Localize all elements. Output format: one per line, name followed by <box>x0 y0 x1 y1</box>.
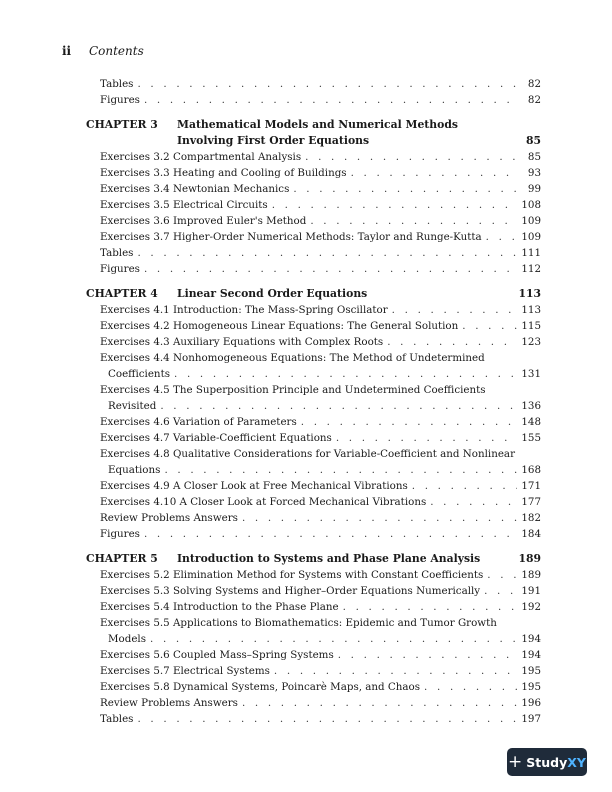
toc-entry-label: Exercises 5.3 Solving Systems and Higher–Order Equations Numerically <box>100 585 481 597</box>
chapter-number: CHAPTER 4 <box>86 287 158 300</box>
toc-entry <box>86 583 541 599</box>
toc-entry-page: 168 <box>521 464 541 476</box>
toc-entry-label: Exercises 3.3 Heating and Cooling of Buildings <box>100 167 347 179</box>
toc-entry-label: Exercises 5.5 Applications to Biomathematics: Epidemic and Tumor Growth <box>100 617 497 629</box>
toc-entry <box>86 631 541 647</box>
toc-entry <box>86 398 541 414</box>
studyxy-logo <box>507 748 587 776</box>
toc-entry <box>86 446 541 462</box>
page-number: ii <box>62 44 72 58</box>
dot-leader <box>310 213 517 229</box>
toc-entry-label: Exercises 3.6 Improved Euler's Method <box>100 215 307 227</box>
running-title: Contents <box>88 44 144 58</box>
dot-leader <box>392 302 518 318</box>
toc-entry-label: Exercises 5.2 Elimination Method for Systems with Constant Coefficients <box>100 569 484 581</box>
toc-entry-label: Models <box>108 633 147 645</box>
toc-entry-label: Figures <box>100 528 140 540</box>
dot-leader <box>484 583 517 599</box>
toc-entry-page: 195 <box>521 665 541 677</box>
table-of-contents <box>86 76 541 727</box>
toc-entry-label: Exercises 3.5 Electrical Circuits <box>100 199 268 211</box>
toc-entry-page: 82 <box>527 94 541 106</box>
dot-leader <box>487 567 517 583</box>
toc-entry <box>86 526 541 542</box>
dot-leader <box>424 679 517 695</box>
toc-entry-label: Exercises 3.4 Newtonian Mechanics <box>100 183 290 195</box>
dot-leader <box>160 398 517 414</box>
toc-entry-page: 111 <box>521 247 541 259</box>
dot-leader <box>343 599 518 615</box>
toc-entry-label: Exercises 5.8 Dynamical Systems, Poincarè Maps, and Chaos <box>100 681 421 693</box>
dot-leader <box>137 245 517 261</box>
toc-entry-page: 123 <box>521 336 541 348</box>
toc-entry <box>86 663 541 679</box>
toc-entry <box>86 165 541 181</box>
toc-entry-label: Tables <box>100 713 134 725</box>
toc-entry <box>86 478 541 494</box>
toc-entry <box>86 567 541 583</box>
logo-text: Study <box>526 754 568 770</box>
toc-entry-label: Exercises 5.4 Introduction to the Phase Plane <box>100 601 339 613</box>
dot-leader <box>338 647 518 663</box>
toc-entry-page: 108 <box>521 199 541 211</box>
dot-leader <box>174 366 517 382</box>
toc-entry-page: 93 <box>527 167 541 179</box>
dot-leader <box>301 414 518 430</box>
toc-entry <box>86 414 541 430</box>
toc-entry-label: Exercises 5.6 Coupled Mass–Spring Systems <box>100 649 334 661</box>
toc-entry-label: Exercises 4.9 A Closer Look at Free Mechanical Vibrations <box>100 480 408 492</box>
chapter-heading <box>86 117 541 133</box>
dot-leader <box>412 478 518 494</box>
toc-entry-label: Exercises 4.6 Variation of Parameters <box>100 416 297 428</box>
toc-entry-label: Tables <box>100 78 134 90</box>
toc-entry <box>86 494 541 510</box>
toc-entry <box>86 197 541 213</box>
toc-entry-page: 189 <box>521 569 541 581</box>
toc-entry <box>86 711 541 727</box>
toc-entry-page: 115 <box>521 320 541 332</box>
toc-entry-page: 112 <box>521 263 541 275</box>
toc-entry <box>86 350 541 366</box>
toc-entry <box>86 430 541 446</box>
chapter-page: 189 <box>518 552 541 565</box>
chapter-title: Mathematical Models and Numerical Methods <box>177 118 458 131</box>
toc-entry <box>86 229 541 245</box>
running-header <box>62 44 144 58</box>
dot-leader <box>351 165 519 181</box>
dot-leader <box>462 318 517 334</box>
chapter-title: Introduction to Systems and Phase Plane Analysis <box>177 552 481 565</box>
toc-entry <box>86 382 541 398</box>
toc-entry-label: Exercises 4.5 The Superposition Principle and Undetermined Coefficients <box>100 384 486 396</box>
toc-entry-page: 182 <box>521 512 541 524</box>
plus-icon: + <box>508 752 523 772</box>
toc-entry-page: 99 <box>527 183 541 195</box>
toc-entry-label: Exercises 4.3 Auxiliary Equations with Complex Roots <box>100 336 384 348</box>
toc-entry <box>86 647 541 663</box>
toc-entry <box>86 92 541 108</box>
toc-entry <box>86 76 541 92</box>
dot-leader <box>164 462 517 478</box>
toc-entry-label: Exercises 4.8 Qualitative Considerations for Variable-Coefficient and Nonlinear <box>100 448 515 460</box>
dot-leader <box>242 510 517 526</box>
toc-entry-label: Equations <box>108 464 161 476</box>
dot-leader <box>272 197 518 213</box>
toc-entry-page: 197 <box>521 713 541 725</box>
chapter-heading <box>86 551 541 567</box>
toc-entry-page: 194 <box>521 633 541 645</box>
toc-entry <box>86 679 541 695</box>
toc-entry <box>86 615 541 631</box>
toc-entry-label: Figures <box>100 263 140 275</box>
toc-entry-label: Exercises 4.10 A Closer Look at Forced Mechanical Vibrations <box>100 496 427 508</box>
toc-entry-page: 113 <box>521 304 541 316</box>
toc-entry <box>86 334 541 350</box>
chapter-number: CHAPTER 5 <box>86 552 158 565</box>
toc-entry <box>86 695 541 711</box>
dot-leader <box>430 494 517 510</box>
chapter-title: Linear Second Order Equations <box>177 287 368 300</box>
chapter-page: 85 <box>525 134 541 147</box>
dot-leader <box>137 76 519 92</box>
toc-entry-page: 82 <box>527 78 541 90</box>
dot-leader <box>242 695 517 711</box>
logo-text-accent: XY <box>567 754 586 770</box>
toc-entry-page: 191 <box>521 585 541 597</box>
toc-entry <box>86 149 541 165</box>
toc-entry-page: 109 <box>521 231 541 243</box>
dot-leader <box>144 261 517 277</box>
toc-entry <box>86 599 541 615</box>
toc-entry-label: Exercises 3.2 Compartmental Analysis <box>100 151 302 163</box>
toc-entry-page: 196 <box>521 697 541 709</box>
toc-entry-label: Tables <box>100 247 134 259</box>
toc-entry-label: Exercises 3.7 Higher-Order Numerical Methods: Taylor and Runge-Kutta <box>100 231 482 243</box>
dot-leader <box>150 631 517 647</box>
toc-entry-page: 148 <box>521 416 541 428</box>
dot-leader <box>305 149 519 165</box>
toc-entry <box>86 318 541 334</box>
toc-entry-page: 195 <box>521 681 541 693</box>
toc-entry-label: Review Problems Answers <box>100 512 238 524</box>
dot-leader <box>144 526 517 542</box>
toc-entry-label: Exercises 4.7 Variable-Coefficient Equations <box>100 432 332 444</box>
toc-entry <box>86 181 541 197</box>
toc-entry-label: Review Problems Answers <box>100 697 238 709</box>
toc-entry-page: 171 <box>521 480 541 492</box>
toc-entry <box>86 366 541 382</box>
toc-entry-page: 177 <box>521 496 541 508</box>
chapter-heading <box>86 286 541 302</box>
toc-entry-page: 131 <box>521 368 541 380</box>
chapter-heading-continued <box>86 133 541 149</box>
toc-entry-page: 155 <box>521 432 541 444</box>
toc-entry-page: 184 <box>521 528 541 540</box>
toc-entry-label: Exercises 4.4 Nonhomogeneous Equations: The Method of Undetermined <box>100 352 485 364</box>
toc-entry-label: Exercises 4.2 Homogeneous Linear Equations: The General Solution <box>100 320 459 332</box>
toc-entry-page: 85 <box>527 151 541 163</box>
chapter-number: CHAPTER 3 <box>86 118 158 131</box>
toc-entry <box>86 510 541 526</box>
chapter-title-line2: Involving First Order Equations <box>177 134 370 147</box>
dot-leader <box>137 711 517 727</box>
toc-entry-label: Exercises 4.1 Introduction: The Mass-Spring Oscillator <box>100 304 388 316</box>
toc-entry <box>86 213 541 229</box>
toc-entry <box>86 462 541 478</box>
dot-leader <box>486 229 518 245</box>
toc-entry-label: Exercises 5.7 Electrical Systems <box>100 665 270 677</box>
toc-entry-label: Figures <box>100 94 140 106</box>
toc-entry-page: 109 <box>521 215 541 227</box>
toc-entry-page: 136 <box>521 400 541 412</box>
toc-entry <box>86 302 541 318</box>
toc-entry-page: 194 <box>521 649 541 661</box>
dot-leader <box>336 430 518 446</box>
toc-entry-label: Revisited <box>108 400 157 412</box>
toc-entry-page: 192 <box>521 601 541 613</box>
dot-leader <box>387 334 517 350</box>
toc-entry <box>86 261 541 277</box>
toc-entry-label: Coefficients <box>108 368 170 380</box>
dot-leader <box>144 92 519 108</box>
dot-leader <box>293 181 519 197</box>
chapter-page: 113 <box>518 287 541 300</box>
toc-entry <box>86 245 541 261</box>
dot-leader <box>274 663 517 679</box>
